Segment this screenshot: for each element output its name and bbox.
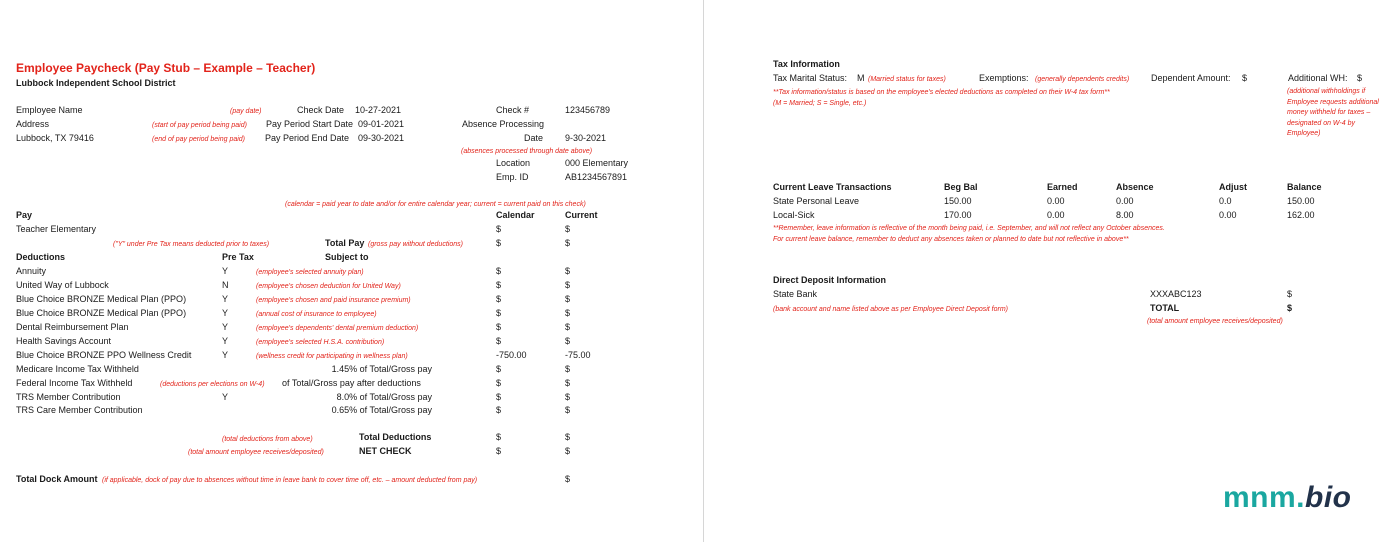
district-name: Lubbock Independent School District (16, 78, 176, 88)
deposit-note: (bank account and name listed above as per Employee Direct Deposit form) (773, 306, 1009, 313)
marital-label: Tax Marital Status: (773, 73, 848, 83)
deduction-subject: of Total/Gross pay after deductions (282, 378, 421, 388)
leave-header-adjust: Adjust (1219, 182, 1247, 192)
deduction-current: $ (565, 392, 571, 402)
deduction-calendar: $ (496, 308, 502, 318)
deduction-name: TRS Member Contribution (16, 392, 121, 402)
leave-beg-bal: 170.00 (944, 210, 972, 220)
deduction-current: $ (565, 405, 571, 415)
leave-header-beg-bal: Beg Bal (944, 182, 978, 192)
leave-type: Local-Sick (773, 210, 815, 220)
dependent-value: $ (1242, 73, 1248, 83)
deposit-account: XXXABC123 (1150, 289, 1202, 299)
exemptions-note: (generally dependents credits) (1035, 76, 1130, 83)
deposit-total-label: TOTAL (1150, 303, 1180, 313)
leave-absence: 0.00 (1116, 196, 1134, 206)
deduction-name: Federal Income Tax Withheld (16, 378, 133, 388)
deduction-calendar: $ (496, 378, 502, 388)
employee-name: Employee Name (16, 105, 83, 115)
deduction-name: Health Savings Account (16, 336, 112, 346)
deduction-pretax: Y (222, 392, 229, 402)
deduction-subject: 1.45% of Total/Gross pay (331, 364, 432, 374)
absences-through-note: (absences processed through date above) (461, 148, 593, 155)
dependent-label: Dependent Amount: (1151, 73, 1231, 83)
deductions-heading: Deductions (16, 252, 66, 262)
deduction-current: $ (565, 364, 571, 374)
calendar-heading: Calendar (496, 210, 535, 220)
net-check-current: $ (565, 446, 571, 456)
check-date-label: Check Date (297, 105, 345, 115)
total-deductions-note: (total deductions from above) (222, 436, 313, 443)
deduction-subject: 8.0% of Total/Gross pay (336, 392, 432, 402)
employee-address: Address (16, 119, 50, 129)
deduction-name: United Way of Lubbock (16, 280, 109, 290)
deduction-note: (annual cost of insurance to employee) (256, 311, 377, 318)
emp-id-value: AB1234567891 (565, 172, 628, 182)
deduction-calendar: $ (496, 266, 502, 276)
additional-note: (additional withholdings if Employee requests additional money withheld for taxes – designated on W-4 by Employee) (1287, 88, 1379, 137)
deduction-calendar: -750.00 (496, 350, 527, 360)
deduction-current: $ (565, 378, 571, 388)
employee-city: Lubbock, TX 79416 (16, 133, 94, 143)
page-title: Employee Paycheck (Pay Stub – Example – Teacher) (16, 61, 316, 75)
deduction-name: Blue Choice BRONZE Medical Plan (PPO) (16, 308, 187, 318)
absence-date-value: 9-30-2021 (565, 133, 607, 143)
exemptions-label: Exemptions: (979, 73, 1029, 83)
deduction-current: $ (565, 294, 571, 304)
absence-processing-label: Absence Processing (462, 119, 545, 129)
deposit-total-value: $ (1287, 303, 1293, 313)
leave-header-balance: Balance (1287, 182, 1322, 192)
tax-leave-page (705, 0, 1386, 542)
period-end-value: 09-30-2021 (358, 133, 405, 143)
leave-beg-bal: 150.00 (944, 196, 972, 206)
deduction-pretax: Y (222, 322, 229, 332)
page-divider (703, 0, 704, 542)
deduction-name: Annuity (16, 266, 47, 276)
total-deductions-label: Total Deductions (359, 432, 432, 442)
leave-absence: 8.00 (1116, 210, 1134, 220)
leave-earned: 0.00 (1047, 210, 1065, 220)
total-pay-calendar: $ (496, 238, 502, 248)
period-start-label: Pay Period Start Date (266, 119, 354, 129)
deduction-note: (employee's selected annuity plan) (256, 269, 364, 276)
deduction-current: $ (565, 308, 571, 318)
additional-label: Additional WH: (1288, 73, 1348, 83)
deduction-current: $ (565, 336, 571, 346)
deduction-subject: 0.65% of Total/Gross pay (331, 405, 432, 415)
net-check-label: NET CHECK (359, 446, 412, 456)
w4-elections-note: (deductions per elections on W-4) (160, 381, 265, 388)
leave-balance: 162.00 (1287, 210, 1315, 220)
location-value: 000 Elementary (565, 158, 629, 168)
end-period-note: (end of pay period being paid) (152, 136, 246, 143)
check-date-value: 10-27-2021 (355, 105, 402, 115)
deduction-current: $ (565, 322, 571, 332)
pay-row-label: Teacher Elementary (16, 224, 97, 234)
check-number-label: Check # (496, 105, 530, 115)
deposit-heading: Direct Deposit Information (773, 275, 887, 285)
deduction-name: Dental Reimbursement Plan (16, 322, 129, 332)
start-period-note: (start of pay period being paid) (152, 122, 247, 129)
dock-label: Total Dock Amount (16, 474, 98, 484)
leave-header-absence: Absence (1116, 182, 1154, 192)
deduction-note: (employee's dependents' dental premium deduction) (256, 325, 419, 332)
current-heading: Current (565, 210, 598, 220)
tax-note-1: **Tax information/status is based on the employee's elected deductions as completed on their W-4 tax form** (773, 89, 1110, 96)
leave-header-earned: Earned (1047, 182, 1078, 192)
pretax-heading: Pre Tax (222, 252, 254, 262)
total-pay-label: Total Pay (325, 238, 365, 248)
net-check-calendar: $ (496, 446, 502, 456)
emp-id-label: Emp. ID (496, 172, 529, 182)
dock-note: (if applicable, dock of pay due to absences without time in leave bank to cover time off, etc. – amount deducted from pay) (102, 477, 478, 484)
deduction-name: Blue Choice BRONZE Medical Plan (PPO) (16, 294, 187, 304)
dock-value: $ (565, 474, 571, 484)
deposit-total-note: (total amount employee receives/deposited) (1147, 318, 1283, 325)
deduction-current: $ (565, 280, 571, 290)
additional-value: $ (1357, 73, 1363, 83)
calendar-current-note: (calendar = paid year to date and/or for entire calendar year; current = current paid on this check) (285, 201, 586, 208)
deduction-calendar: $ (496, 336, 502, 346)
period-end-label: Pay Period End Date (265, 133, 350, 143)
deduction-note: (employee's chosen and paid insurance premium) (256, 297, 411, 304)
leave-header-transactions: Current Leave Transactions (773, 182, 892, 192)
deduction-current: $ (565, 266, 571, 276)
deduction-calendar: $ (496, 280, 502, 290)
deduction-pretax: Y (222, 308, 229, 318)
deduction-note: (wellness credit for participating in wellness plan) (256, 353, 408, 360)
deduction-pretax: Y (222, 350, 229, 360)
pay-row-current: $ (565, 224, 571, 234)
deduction-calendar: $ (496, 364, 502, 374)
deduction-name: Blue Choice BRONZE PPO Wellness Credit (16, 350, 192, 360)
deduction-calendar: $ (496, 322, 502, 332)
deduction-calendar: $ (496, 405, 502, 415)
leave-adjust: 0.00 (1219, 210, 1237, 220)
total-deductions-calendar: $ (496, 432, 502, 442)
deduction-pretax: Y (222, 336, 229, 346)
deduction-current: -75.00 (565, 350, 591, 360)
marital-value: M (857, 73, 865, 83)
check-number-value: 123456789 (565, 105, 611, 115)
absence-date-label: Date (524, 133, 544, 143)
mnm-bio-logo (1223, 480, 1352, 516)
logo-bio: bio (1305, 481, 1352, 514)
subject-heading: Subject to (325, 252, 369, 262)
deposit-amount: $ (1287, 289, 1293, 299)
leave-balance: 150.00 (1287, 196, 1315, 206)
deduction-calendar: $ (496, 294, 502, 304)
deduction-calendar: $ (496, 392, 502, 402)
total-deductions-current: $ (565, 432, 571, 442)
pretax-note: ("Y" under Pre Tax means deducted prior to taxes) (113, 241, 270, 248)
tax-heading: Tax Information (773, 59, 840, 69)
period-start-value: 09-01-2021 (358, 119, 405, 129)
net-received-note: (total amount employee receives/deposited) (188, 449, 324, 456)
deduction-pretax: N (222, 280, 229, 290)
deposit-bank: State Bank (773, 289, 818, 299)
deduction-note: (employee's chosen deduction for United Way) (256, 283, 401, 290)
pay-heading: Pay (16, 210, 33, 220)
leave-earned: 0.00 (1047, 196, 1065, 206)
total-pay-current: $ (565, 238, 571, 248)
deduction-pretax: Y (222, 266, 229, 276)
deduction-name: Medicare Income Tax Withheld (16, 364, 139, 374)
leave-adjust: 0.0 (1219, 196, 1232, 206)
deduction-name: TRS Care Member Contribution (16, 405, 143, 415)
deduction-pretax: Y (222, 294, 229, 304)
leave-note-2: For current leave balance, remember to deduct any absences taken or planned to date but not reflective in above** (773, 236, 1129, 243)
marital-note: (Married status for taxes) (868, 76, 946, 83)
gross-pay-note: (gross pay without deductions) (368, 241, 463, 248)
logo-mnm: mnm. (1223, 481, 1306, 514)
leave-type: State Personal Leave (773, 196, 860, 206)
leave-note-1: **Remember, leave information is reflective of the month being paid, i.e. September, and will not reflect any October absences. (773, 225, 1165, 232)
pay-date-note: (pay date) (230, 108, 262, 115)
deduction-note: (employee's selected H.S.A. contribution) (256, 339, 385, 346)
tax-note-2: (M = Married; S = Single, etc.) (773, 100, 867, 107)
location-label: Location (496, 158, 531, 168)
pay-row-calendar: $ (496, 224, 502, 234)
